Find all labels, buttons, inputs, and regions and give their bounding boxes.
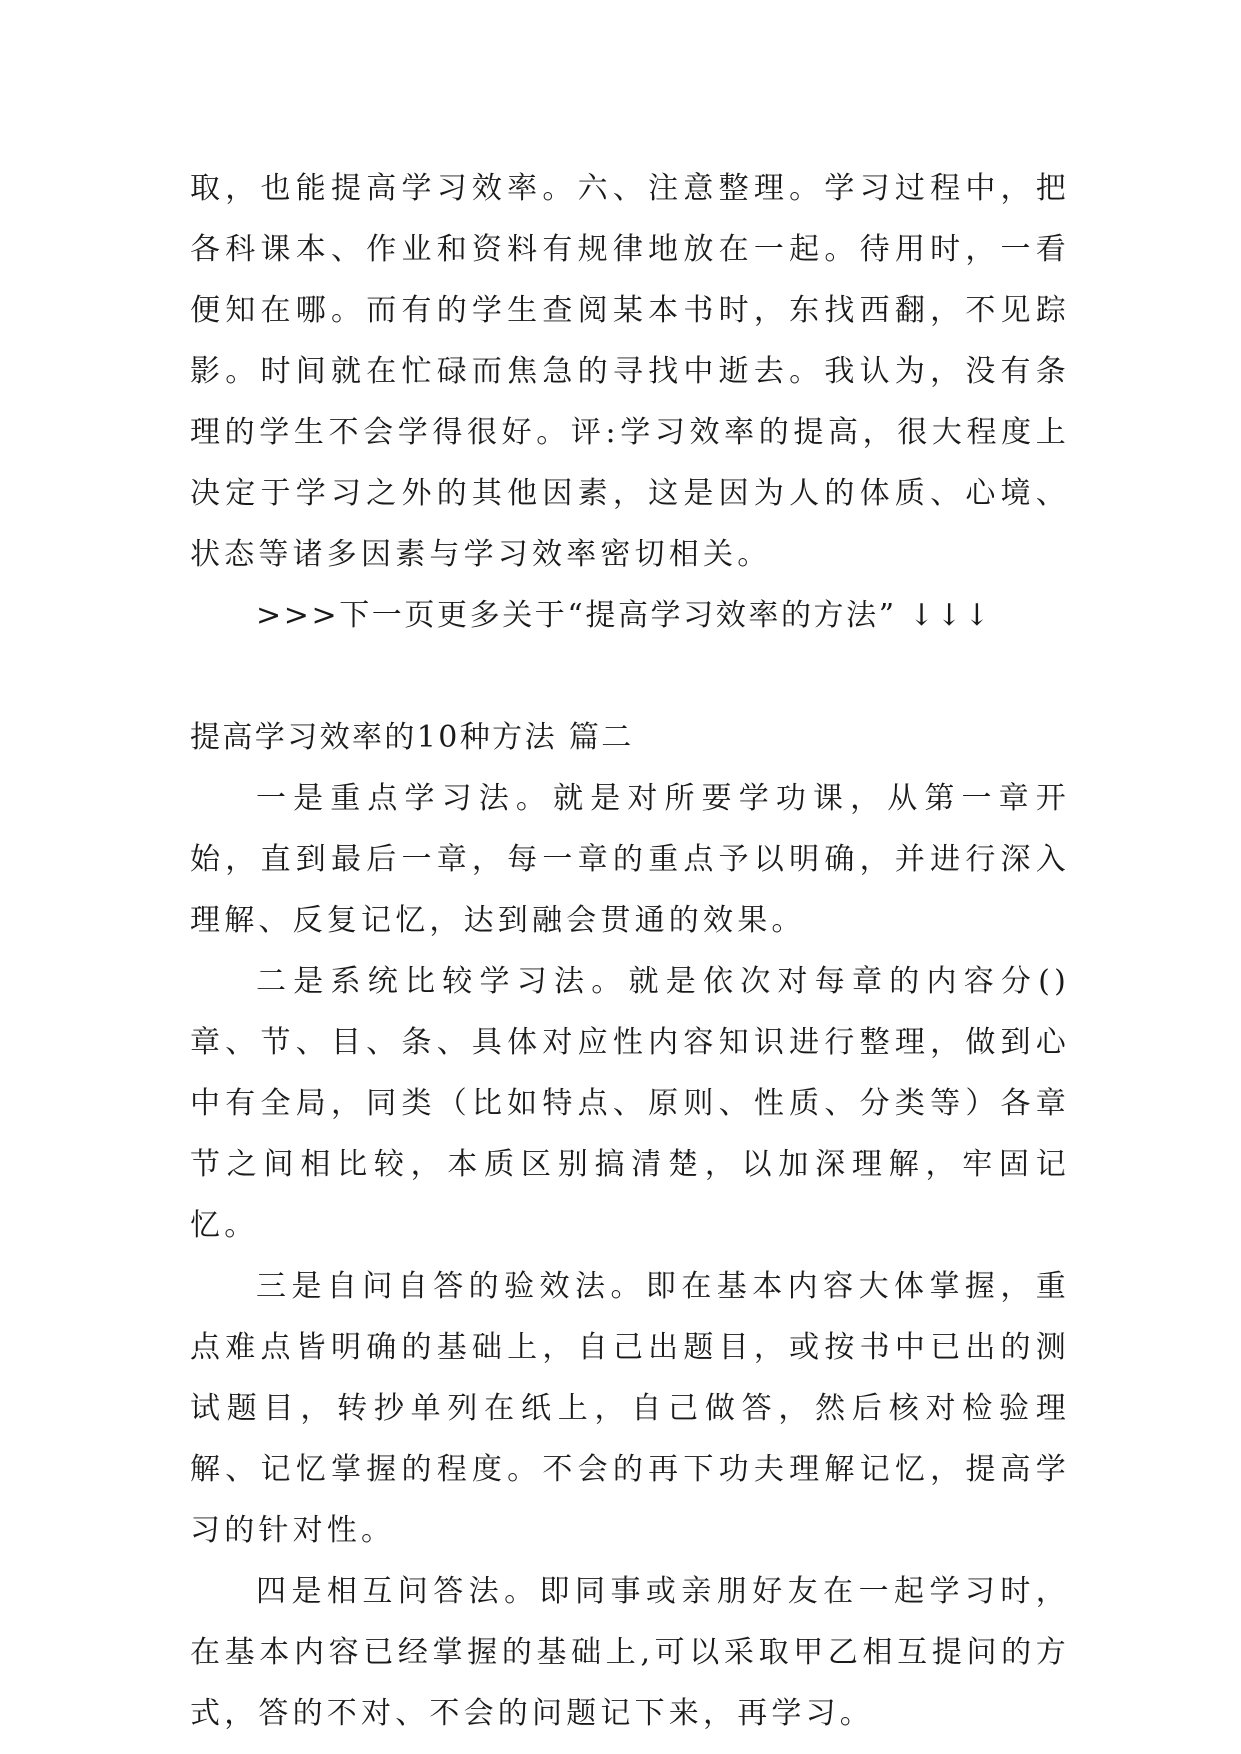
document-body xyxy=(190,158,1070,1744)
paragraph-method-1: 一是重点学习法。就是对所要学功课，从第一章开始，直到最后一章，每一章的重点予以明确，并进行深入理解、反复记忆，达到融会贯通的效果。 xyxy=(190,781,1070,938)
section-title: 提高学习效率的10种方法 篇二 xyxy=(190,720,634,755)
next-page-link[interactable]: >>>下一页更多关于“提高学习效率的方法” ↓↓↓ xyxy=(256,598,993,633)
paragraph-method-4: 四是相互问答法。即同事或亲朋好友在一起学习时，在基本内容已经掌握的基础上,可以采取甲乙相互提问的方式，答的不对、不会的问题记下来，再学习。 xyxy=(190,1574,1070,1731)
intro-paragraph: 取，也能提高学习效率。六、注意整理。学习过程中，把各科课本、作业和资料有规律地放在一起。待用时，一看便知在哪。而有的学生查阅某本书时，东找西翻，不见踪影。时间就在忙碌而焦急的寻找中逝去。我认为，没有条理的学生不会学得很好。评:学习效率的提高，很大程度上决定于学习之外的其他因素，这是因为人的体质、心境、状态等诸多因素与学习效率密切相关。 xyxy=(190,171,1070,572)
section-spacer xyxy=(190,646,1070,707)
paragraph-method-2: 二是系统比较学习法。就是依次对每章的内容分()章、节、目、条、具体对应性内容知识进行整理，做到心中有全局，同类（比如特点、原则、性质、分类等）各章节之间相比较，本质区别搞清楚，以加深理解，牢固记忆。 xyxy=(190,964,1070,1243)
paragraph-method-3: 三是自问自答的验效法。即在基本内容大体掌握，重点难点皆明确的基础上，自己出题目，或按书中已出的测试题目，转抄单列在纸上，自己做答，然后核对检验理解、记忆掌握的程度。不会的再下功夫理解记忆，提高学习的针对性。 xyxy=(190,1269,1070,1548)
